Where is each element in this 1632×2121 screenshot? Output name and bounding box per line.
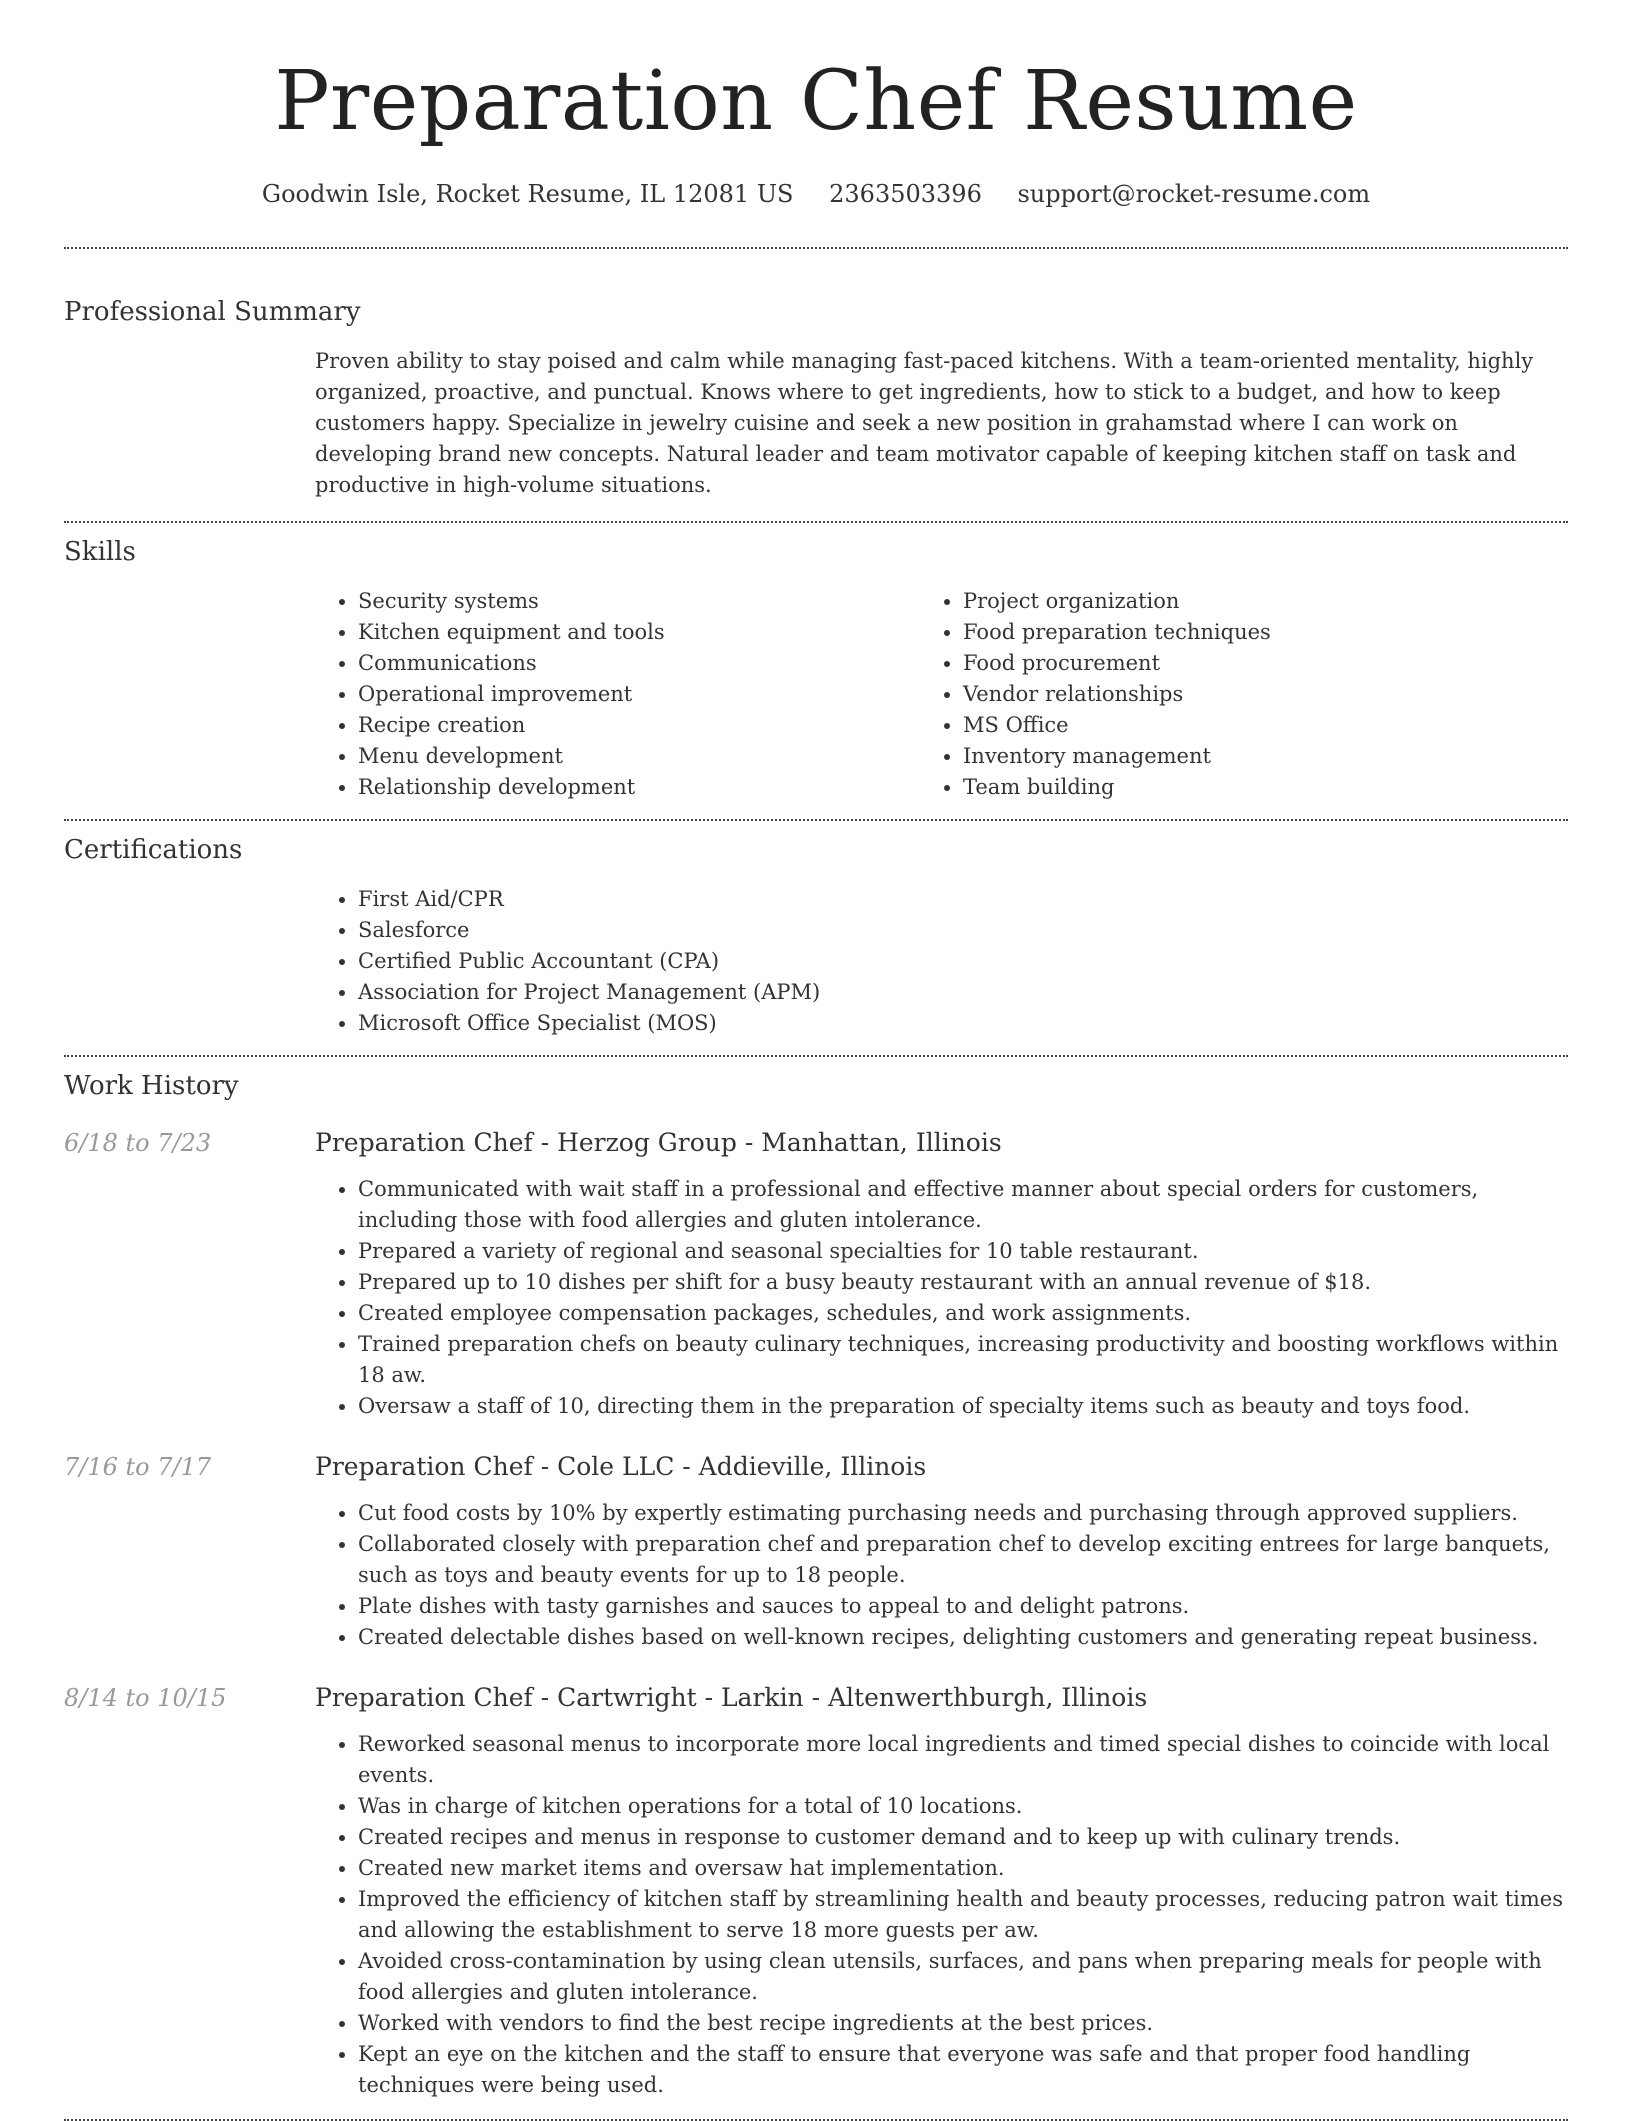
job-title: Preparation Chef - Cole LLC - Addieville, Illinois (315, 1452, 927, 1481)
list-item: • MS Office (963, 710, 1568, 741)
contact-email[interactable]: support@rocket-resume.com (1017, 180, 1371, 208)
list-item: • Prepared up to 10 dishes per shift for a busy beauty restaurant with an annual revenue of $18. (358, 1267, 1568, 1298)
work-history-section (64, 1069, 1568, 2101)
list-item: • Recipe creation (358, 710, 963, 741)
list-item: • Was in charge of kitchen operations for a total of 10 locations. (358, 1791, 1568, 1822)
job-header (64, 1450, 1568, 1484)
job-dates: 7/16 to 7/17 (64, 1453, 212, 1481)
resume-page (64, 0, 1568, 2121)
list-item: • Cut food costs by 10% by expertly estimating purchasing needs and purchasing through approved suppliers. (358, 1498, 1568, 1529)
summary-section (64, 295, 1568, 501)
list-item: • Oversaw a staff of 10, directing them in the preparation of specialty items such as beauty and toys food. (358, 1391, 1568, 1422)
job-entry (64, 1681, 1568, 2101)
list-item: • Food procurement (963, 648, 1568, 679)
resume-title: Preparation Chef Resume (274, 54, 1358, 149)
list-item: • Communicated with wait staff in a professional and effective manner about special orders for customers, including those with food allergies and gluten intolerance. (358, 1174, 1568, 1236)
list-item: • Avoided cross-contamination by using clean utensils, surfaces, and pans when preparing meals for people with food allergies and gluten intolerance. (358, 1946, 1568, 2008)
skills-list-right (963, 586, 1568, 803)
contact-phone: 2363503396 (829, 180, 982, 208)
list-item: • Created recipes and menus in response to customer demand and to keep up with culinary trends. (358, 1822, 1568, 1853)
list-item: • Created delectable dishes based on well-known recipes, delighting customers and generating repeat business. (358, 1622, 1568, 1653)
list-item: • Food preparation techniques (963, 617, 1568, 648)
list-item: • Vendor relationships (963, 679, 1568, 710)
job-title: Preparation Chef - Herzog Group - Manhattan, Illinois (315, 1128, 1002, 1157)
divider (64, 1055, 1568, 1057)
list-item: • Prepared a variety of regional and seasonal specialties for 10 table restaurant. (358, 1236, 1568, 1267)
divider (64, 247, 1568, 249)
job-bullet-list (358, 1174, 1568, 1422)
divider (64, 819, 1568, 821)
job-header (64, 1681, 1568, 1715)
job-entry (64, 1450, 1568, 1653)
job-header (64, 1126, 1568, 1160)
divider (64, 521, 1568, 523)
job-entry (64, 1126, 1568, 1422)
list-item: • Salesforce (358, 915, 1568, 946)
job-bullet-list (358, 1498, 1568, 1653)
list-item: • Certified Public Accountant (CPA) (358, 946, 1568, 977)
list-item: • Created new market items and oversaw hat implementation. (358, 1853, 1568, 1884)
list-item: • Kitchen equipment and tools (358, 617, 963, 648)
list-item: • Plate dishes with tasty garnishes and sauces to appeal to and delight patrons. (358, 1591, 1568, 1622)
list-item: • Operational improvement (358, 679, 963, 710)
certifications-list (358, 884, 1568, 1039)
list-item: • Project organization (963, 586, 1568, 617)
list-item: • Association for Project Management (APM) (358, 977, 1568, 1008)
skills-section (64, 535, 1568, 803)
list-item: • Collaborated closely with preparation chef and preparation chef to develop exciting entrees for large banquets, such as toys and beauty events for up to 18 people. (358, 1529, 1568, 1591)
job-dates: 6/18 to 7/23 (64, 1129, 212, 1157)
list-item: • Reworked seasonal menus to incorporate more local ingredients and timed special dishes to coincide with local events. (358, 1729, 1568, 1791)
job-title: Preparation Chef - Cartwright - Larkin - Altenwerthburgh, Illinois (315, 1683, 1148, 1712)
summary-text: Proven ability to stay poised and calm while managing fast-paced kitchens. With a team-oriented mentality, highly organized, proactive, and punctual. Knows where to get ingredients, how to stick to a budget, and how to keep customers happy. Specialize in jewelry cuisine and seek a new position in grahamstad where I can work on developing brand new concepts. Natural leader and team motivator capable of keeping kitchen staff on task and productive in high-volume situations. (315, 349, 1534, 497)
list-item: • Improved the efficiency of kitchen staff by streamlining health and beauty processes, reducing patron wait times and allowing the establishment to serve 18 more guests per aw. (358, 1884, 1568, 1946)
section-title-certifications: Certifications (64, 835, 243, 865)
contact-address: Goodwin Isle, Rocket Resume, IL 12081 US (261, 180, 794, 208)
skills-columns (358, 586, 1568, 803)
list-item: • Inventory management (963, 741, 1568, 772)
list-item: • Communications (358, 648, 963, 679)
section-title-skills: Skills (64, 537, 136, 567)
list-item: • Trained preparation chefs on beauty culinary techniques, increasing productivity and boosting workflows within 18 aw. (358, 1329, 1568, 1391)
list-item: • Worked with vendors to find the best recipe ingredients at the best prices. (358, 2008, 1568, 2039)
contact-line (64, 178, 1568, 210)
certifications-section (64, 833, 1568, 1039)
section-title-summary: Professional Summary (64, 297, 361, 327)
list-item: • Security systems (358, 586, 963, 617)
job-bullet-list (358, 1729, 1568, 2101)
job-dates: 8/14 to 10/15 (64, 1684, 227, 1712)
list-item: • Team building (963, 772, 1568, 803)
list-item: • Created employee compensation packages, schedules, and work assignments. (358, 1298, 1568, 1329)
list-item: • Kept an eye on the kitchen and the staff to ensure that everyone was safe and that proper food handling techniques were being used. (358, 2039, 1568, 2101)
list-item: • Menu development (358, 741, 963, 772)
list-item: • First Aid/CPR (358, 884, 1568, 915)
section-title-work-history: Work History (64, 1071, 239, 1101)
list-item: • Microsoft Office Specialist (MOS) (358, 1008, 1568, 1039)
skills-list-left (358, 586, 963, 803)
list-item: • Relationship development (358, 772, 963, 803)
